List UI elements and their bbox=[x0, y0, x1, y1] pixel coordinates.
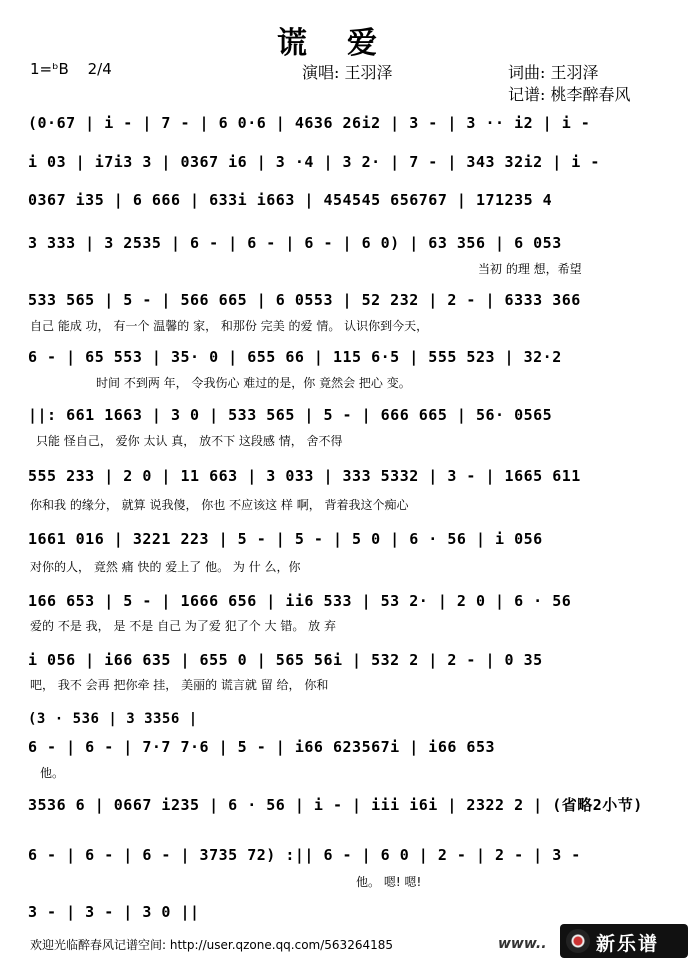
score-line-4: 3 333 | 3 2535 | 6 - | 6 - | 6 - | 6 0) | 63 356 | 6 053 bbox=[28, 234, 562, 252]
score-line-7: ||: 661 1663 | 3 0 | 533 565 | 5 - | 666 665 | 56· 0565 bbox=[28, 406, 553, 424]
lyric-line-3: 时间 不到两 年， 令我伤心 难过的是，你 竟然会 把心 变。 bbox=[96, 376, 411, 390]
score-line-16: 3 - | 3 - | 3 0 || bbox=[28, 903, 200, 921]
lyric-line-7: 爱的 不是 我， 是 不是 自己 为了爱 犯了个 大 错。 放 弃 bbox=[30, 619, 336, 633]
score-line-8: 555 233 | 2 0 | 11 663 | 3 033 | 333 5332 | 3 - | 1665 611 bbox=[28, 467, 581, 485]
score-line-14: 3536 6 | 0667 i235 | 6 · 56 | i - | iii i6i | 2322 2 | (省略2小节) bbox=[28, 796, 643, 814]
song-title: 谎爱 bbox=[277, 26, 417, 61]
score-line-13: 6 - | 6 - | 7·7 7·6 | 5 - | i66 623567i | i66 653 bbox=[28, 738, 496, 756]
singer-credit: 演唱: 王羽泽 bbox=[302, 63, 393, 82]
lyric-line-10: 他。 嗯! 嗯! bbox=[356, 875, 422, 889]
score-line-12: (3 · 536 | 3 3356 | bbox=[28, 711, 198, 727]
lyric-line-8: 吧， 我不 会再 把你牵 挂， 美丽的 谎言就 留 给， 你和 bbox=[30, 678, 329, 692]
lyric-line-2: 自己 能成 功， 有一个 温馨的 家， 和那份 完美 的爱 情。 认识你到今天， bbox=[30, 319, 429, 333]
score-line-9: 1661 016 | 3221 223 | 5 - | 5 - | 5 0 | 6 · 56 | i 056 bbox=[28, 530, 543, 548]
score-line-15: 6 - | 6 - | 6 - | 3735 72) :|| 6 - | 6 0 | 2 - | 2 - | 3 - bbox=[28, 846, 581, 864]
score-line-3: 0367 i35 | 6 666 | 633i i663 | 454545 656767 | 171235 4 bbox=[28, 191, 553, 209]
lyric-line-6: 对你的人， 竟然 痛 快的 爱上了 他。 为 什 么，你 bbox=[30, 560, 301, 574]
composer-credit: 词曲: 王羽泽 bbox=[508, 63, 599, 82]
score-line-1: (0·67 | i - | 7 - | 6 0·6 | 4636 26i2 | 3 - | 3 ·· i2 | i - bbox=[28, 114, 591, 132]
score-line-10: 166 653 | 5 - | 1666 656 | ii6 533 | 53 2· | 2 0 | 6 · 56 bbox=[28, 592, 572, 610]
record-icon bbox=[566, 929, 590, 953]
logo-text: 新乐谱 bbox=[596, 933, 660, 955]
time-signature: 2/4 bbox=[87, 60, 112, 78]
lyric-line-4: 只能 怪自己， 爱你 太认 真， 放不下 这段感 情， 舍不得 bbox=[36, 434, 343, 448]
score-line-6: 6 - | 65 553 | 35· 0 | 655 66 | 115 6·5 | 555 523 | 32·2 bbox=[28, 348, 562, 366]
transcriber-credit: 记谱: 桃李醉春风 bbox=[508, 85, 631, 104]
score-line-11: i 056 | i66 635 | 655 0 | 565 56i | 532 2 | 2 - | 0 35 bbox=[28, 651, 543, 669]
footer-text: 欢迎光临醉春风记谱空间: http://user.qzone.qq.com/563264185 bbox=[30, 938, 394, 952]
lyric-line-1: 当初 的理 想，希望 bbox=[478, 262, 582, 276]
key-signature bbox=[30, 60, 112, 78]
score-line-5: 533 565 | 5 - | 566 665 | 6 0553 | 52 232 | 2 - | 6333 366 bbox=[28, 291, 581, 309]
lyric-line-9: 他。 bbox=[40, 766, 65, 780]
score-line-2: i 03 | i7i3 3 | 0367 i6 | 3 ·4 | 3 2· | 7 - | 343 32i2 | i - bbox=[28, 153, 600, 171]
key-label: 1=ᵇB bbox=[30, 60, 69, 78]
lyric-line-5: 你和我 的缘分， 就算 说我傻， 你也 不应该这 样 啊， 背着我这个痴心 bbox=[30, 498, 409, 512]
site-logo bbox=[560, 924, 688, 958]
footer-www: www.. bbox=[498, 936, 547, 952]
